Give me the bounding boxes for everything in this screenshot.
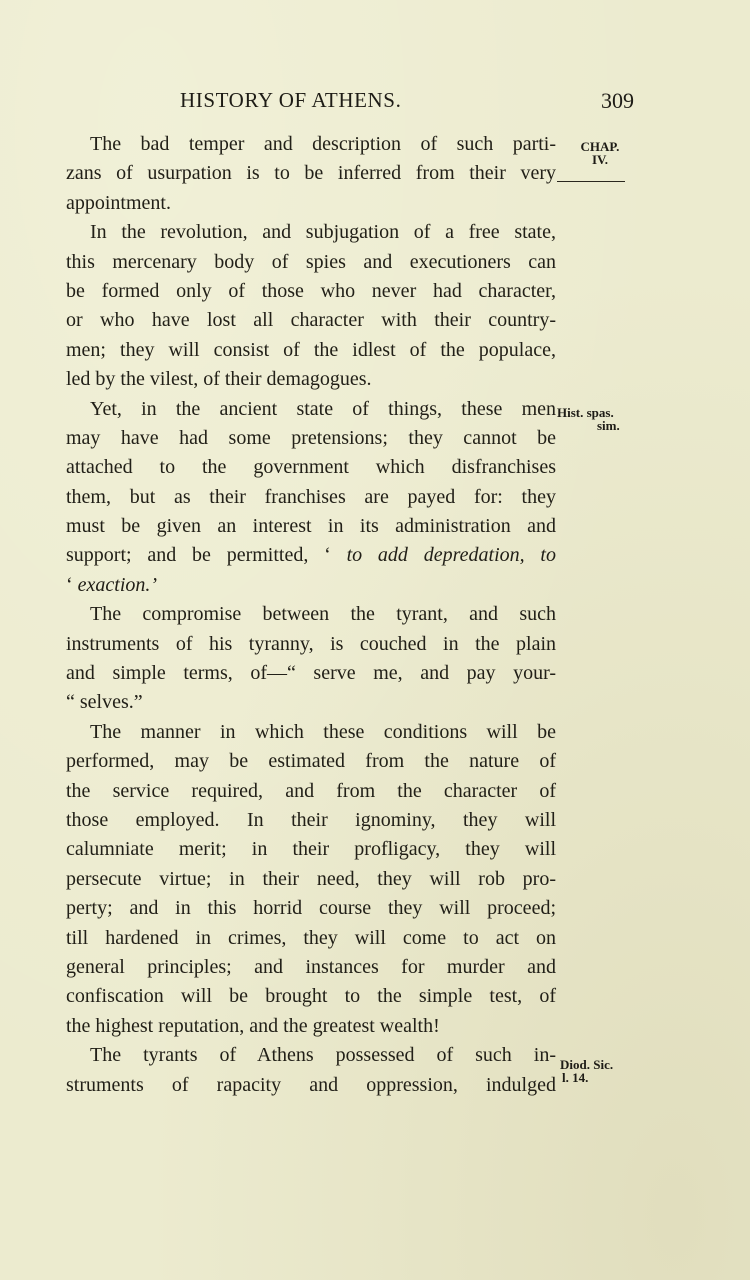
page-number: 309 xyxy=(601,88,634,113)
hist-note-line-1: Hist. spas. xyxy=(557,405,614,420)
text-line: The compromise between the tyrant, and such xyxy=(90,603,556,626)
text-line: “ selves.” xyxy=(66,691,143,714)
text-line: instruments of his tyranny, is couched in the plain xyxy=(66,632,556,655)
text-line: this mercenary body of spies and executioners can xyxy=(66,250,556,273)
diod-note-line-2: l. 14. xyxy=(562,1070,589,1085)
text-line: led by the vilest, of their demagogues. xyxy=(66,368,372,391)
text-line: perty; and in this horrid course they will proceed; xyxy=(66,897,556,920)
chapter-label: CHAP. xyxy=(580,139,620,154)
text-line: attached to the government which disfranchises xyxy=(66,456,556,479)
text-line: till hardened in crimes, they will come to act on xyxy=(66,926,556,949)
text-line: men; they will consist of the idlest of the populace, xyxy=(66,338,556,361)
text-line: struments of rapacity and oppression, indulged xyxy=(66,1073,556,1096)
italic-quote: to add depredation, to xyxy=(346,544,556,567)
text-line: the highest reputation, and the greatest wealth! xyxy=(66,1014,440,1037)
text-line: zans of usurpation is to be inferred from their very xyxy=(66,162,556,185)
text-line: performed, may be estimated from the nature of xyxy=(66,750,556,773)
text-line-italic-quote: support; and be permitted, ‘ to add depredation, to xyxy=(66,544,556,567)
body-text xyxy=(66,130,556,1100)
text-line: calumniate merit; in their profligacy, they will xyxy=(66,838,556,861)
text-line: persecute virtue; in their need, they will rob pro- xyxy=(66,867,556,890)
text-line: The tyrants of Athens possessed of such in- xyxy=(90,1044,556,1067)
chapter-rule xyxy=(557,181,625,182)
italic-quote: exaction.’ xyxy=(77,573,158,596)
chapter-number: IV. xyxy=(591,152,609,167)
text-line: those employed. In their ignominy, they will xyxy=(66,808,556,831)
text-line: be formed only of those who never had character, xyxy=(66,279,556,302)
hist-note-line-2: sim. xyxy=(597,418,620,433)
text-line: The manner in which these conditions will be xyxy=(90,720,556,743)
text-line: confiscation will be brought to the simple test, of xyxy=(66,985,556,1008)
diod-note-line-1: Diod. Sic. xyxy=(560,1057,614,1072)
text-line: general principles; and instances for murder and xyxy=(66,955,556,978)
text-line: or who have lost all character with their country- xyxy=(66,309,556,332)
text-line: may have had some pretensions; they cannot be xyxy=(66,426,556,449)
text-line: must be given an interest in its administration and xyxy=(66,515,556,538)
margin-note-diod xyxy=(560,1058,632,1084)
text-line: appointment. xyxy=(66,191,171,214)
text-line: them, but as their franchises are payed for: they xyxy=(66,485,556,508)
margin-note-chapter xyxy=(568,140,632,166)
text-line: the service required, and from the character of xyxy=(66,779,556,802)
running-title: HISTORY OF ATHENS. xyxy=(180,88,402,112)
text-line: Yet, in the ancient state of things, these men xyxy=(90,397,556,420)
text-line-italic-quote: ‘ exaction.’ xyxy=(66,573,158,596)
margin-note-hist xyxy=(557,406,629,432)
running-head xyxy=(0,88,750,118)
text-line: The bad temper and description of such parti- xyxy=(90,133,556,155)
text-line: In the revolution, and subjugation of a free state, xyxy=(90,221,556,244)
text-line: and simple terms, of—“ serve me, and pay your- xyxy=(66,662,556,685)
